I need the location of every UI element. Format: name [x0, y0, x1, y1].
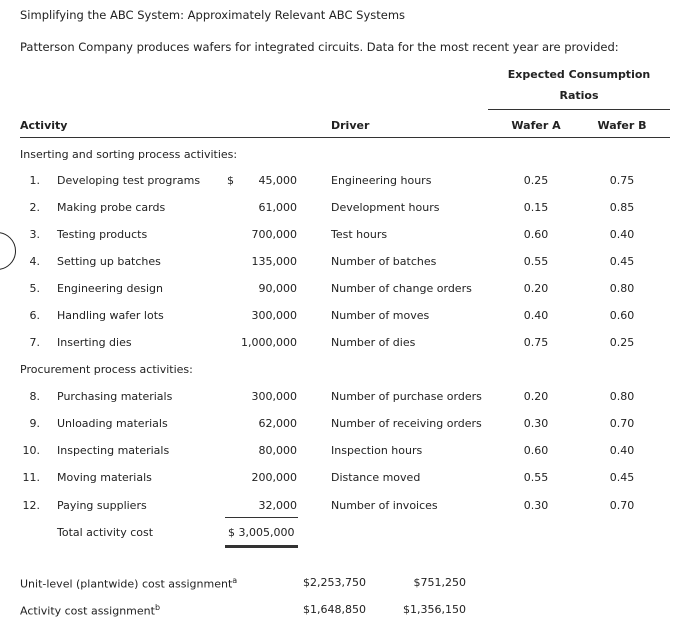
row-cost: 62,000 [258, 417, 297, 430]
intro-text: Patterson Company produces wafers for integrated circuits. Data for the most recent year are provided: [20, 40, 619, 54]
unit-level-wafer-a: $2,253,750 [303, 576, 366, 589]
row-cost: 80,000 [258, 444, 297, 457]
row-driver: Inspection hours [331, 444, 423, 457]
row-activity: Purchasing materials [57, 390, 173, 403]
row-driver: Number of receiving orders [331, 417, 482, 430]
header-underline [20, 137, 670, 138]
row-cost: 61,000 [258, 201, 297, 214]
row-cost: 300,000 [251, 390, 297, 403]
row-driver: Number of moves [331, 309, 430, 322]
expected-consumption-header: Expected Consumption [507, 68, 651, 81]
unit-level-footnote-mark: a [232, 576, 238, 585]
ratios-underline [488, 109, 670, 110]
row-wafer-a: 0.75 [523, 336, 549, 349]
row-cost: 300,000 [251, 309, 297, 322]
row-dollar-sign: $ [227, 174, 234, 187]
row-wafer-b: 0.40 [609, 444, 635, 457]
row-driver: Distance moved [331, 471, 421, 484]
wafer-a-header: Wafer A [511, 119, 561, 132]
row-cost: 32,000 [258, 499, 297, 512]
row-wafer-a: 0.60 [523, 444, 549, 457]
row-wafer-b: 0.70 [609, 417, 635, 430]
total-label: Total activity cost [57, 526, 154, 539]
row-wafer-a: 0.55 [523, 255, 549, 268]
row-wafer-b: 0.45 [609, 471, 635, 484]
activity-cost-assignment-label [20, 603, 160, 618]
row-wafer-b: 0.75 [609, 174, 635, 187]
row-wafer-b: 0.45 [609, 255, 635, 268]
row-driver: Number of change orders [331, 282, 472, 295]
row-cost: 1,000,000 [241, 336, 297, 349]
row-wafer-a: 0.25 [523, 174, 549, 187]
row-cost: 45,000 [258, 174, 297, 187]
row-driver: Number of purchase orders [331, 390, 482, 403]
unit-level-wafer-b: $751,250 [413, 576, 466, 589]
row-wafer-b: 0.25 [609, 336, 635, 349]
row-wafer-b: 0.80 [609, 390, 635, 403]
row-wafer-b: 0.85 [609, 201, 635, 214]
wafer-b-header: Wafer B [597, 119, 647, 132]
row-activity: Handling wafer lots [57, 309, 164, 322]
row-wafer-a: 0.15 [523, 201, 549, 214]
row-cost: 90,000 [258, 282, 297, 295]
row-driver: Development hours [331, 201, 440, 214]
row-number: 5. [29, 282, 40, 295]
row-activity: Testing products [57, 228, 148, 241]
row-activity: Inspecting materials [57, 444, 170, 457]
row-number: 3. [29, 228, 40, 241]
activity-cost-label-text: Activity cost assignment [20, 604, 155, 618]
row-activity: Unloading materials [57, 417, 168, 430]
row-number: 1. [29, 174, 40, 187]
row-activity: Paying suppliers [57, 499, 147, 512]
row-number: 6. [29, 309, 40, 322]
row-cost: 200,000 [251, 471, 297, 484]
driver-header: Driver [331, 119, 370, 132]
margin-circle-mark [0, 232, 16, 270]
activity-cost-wafer-a: $1,648,850 [303, 603, 366, 616]
row-wafer-a: 0.20 [523, 390, 549, 403]
row-driver: Number of invoices [331, 499, 438, 512]
row-wafer-a: 0.60 [523, 228, 549, 241]
total-value: $ 3,005,000 [228, 526, 295, 539]
row-driver: Test hours [331, 228, 388, 241]
unit-level-assignment-label [20, 576, 237, 591]
row-activity: Setting up batches [57, 255, 161, 268]
row-driver: Engineering hours [331, 174, 432, 187]
row-wafer-b: 0.80 [609, 282, 635, 295]
activity-cost-footnote-mark: b [154, 603, 161, 612]
section-inserting: Inserting and sorting process activities: [20, 148, 238, 161]
row-wafer-a: 0.30 [523, 417, 549, 430]
row-number: 8. [29, 390, 40, 403]
row-activity: Developing test programs [57, 174, 201, 187]
row-number: 12. [22, 499, 40, 512]
row-activity: Moving materials [57, 471, 152, 484]
row-wafer-b: 0.70 [609, 499, 635, 512]
activity-cost-wafer-b: $1,356,150 [403, 603, 466, 616]
row-number: 11. [22, 471, 40, 484]
unit-level-label-text: Unit-level (plantwide) cost assignment [20, 577, 233, 591]
page-title: Simplifying the ABC System: Approximately Relevant ABC Systems [20, 8, 406, 22]
row-number: 10. [22, 444, 40, 457]
row-wafer-b: 0.60 [609, 309, 635, 322]
row-wafer-a: 0.30 [523, 499, 549, 512]
section-procurement: Procurement process activities: [20, 363, 193, 376]
row-number: 7. [29, 336, 40, 349]
row-activity: Engineering design [57, 282, 163, 295]
row-driver: Number of dies [331, 336, 416, 349]
row-cost: 135,000 [251, 255, 297, 268]
row-number: 2. [29, 201, 40, 214]
row-wafer-a: 0.40 [523, 309, 549, 322]
row-wafer-b: 0.40 [609, 228, 635, 241]
row-activity: Making probe cards [57, 201, 166, 214]
row-wafer-a: 0.20 [523, 282, 549, 295]
row-number: 4. [29, 255, 40, 268]
row-cost: 700,000 [251, 228, 297, 241]
row-number: 9. [29, 417, 40, 430]
activity-header: Activity [20, 119, 68, 132]
row-driver: Number of batches [331, 255, 437, 268]
ratios-header: Ratios [559, 89, 599, 102]
row-wafer-a: 0.55 [523, 471, 549, 484]
row-activity: Inserting dies [57, 336, 132, 349]
total-overline [225, 517, 298, 518]
total-double-underline [225, 545, 298, 548]
